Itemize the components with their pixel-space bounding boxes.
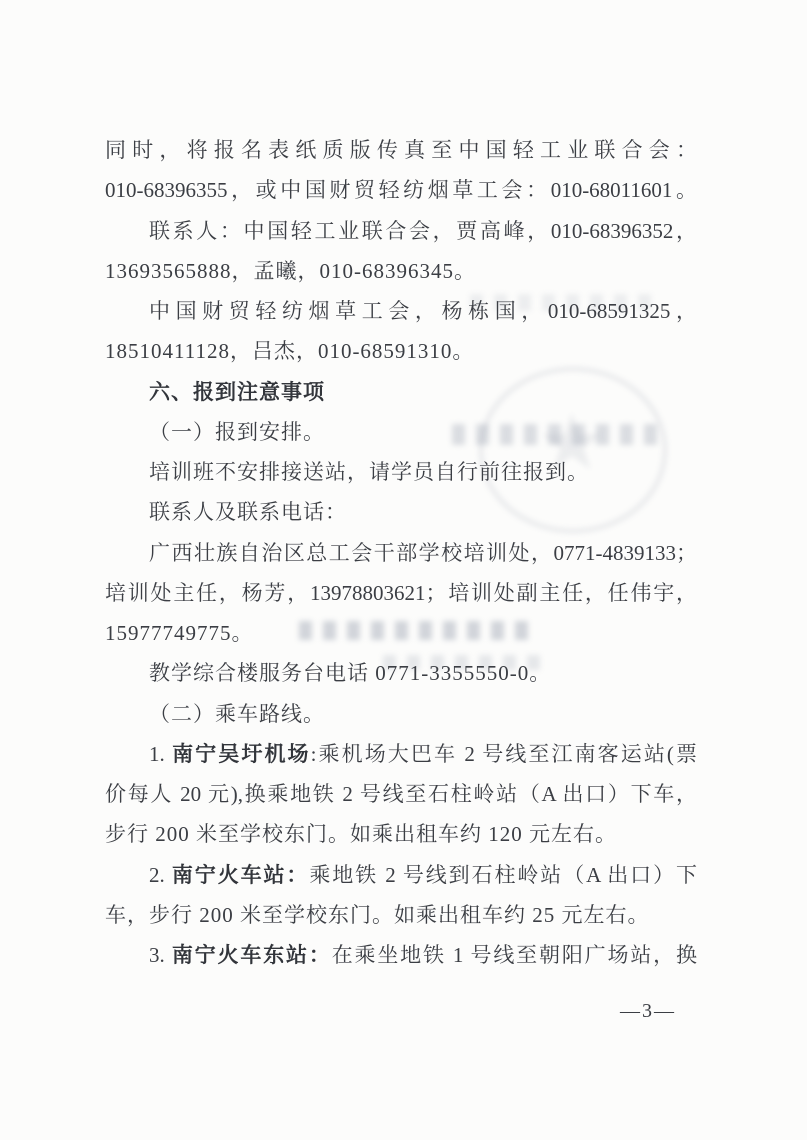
text-line bbox=[105, 814, 697, 854]
text-line bbox=[105, 734, 697, 774]
text-run: 步行 200 米至学校东门。如乘出租车约 120 元左右。 bbox=[105, 822, 617, 847]
text-line bbox=[105, 533, 697, 573]
text-line bbox=[105, 935, 697, 975]
text-run: 3. bbox=[149, 943, 172, 967]
text-line bbox=[105, 251, 697, 291]
text-line bbox=[105, 855, 697, 895]
text-run: （二）乘车路线。 bbox=[149, 701, 325, 726]
text-line bbox=[105, 653, 697, 693]
text-run: 2. bbox=[149, 862, 172, 887]
document-body bbox=[105, 130, 697, 975]
text-run: 13693565888，孟曦，010-68396345。 bbox=[105, 258, 476, 283]
text-run-bold: 南宁火车东站： bbox=[171, 943, 332, 967]
text-line bbox=[105, 170, 697, 210]
text-run: 15977749775。 bbox=[105, 621, 254, 645]
text-run: 培训处主任，杨芳，13978803621；培训处副主任，任伟宇， bbox=[105, 580, 697, 605]
text-line bbox=[105, 452, 697, 492]
text-run: 车，步行 200 米至学校东门。如乘出租车约 25 元左右。 bbox=[105, 902, 650, 927]
seal-star-icon: ★ bbox=[537, 398, 607, 488]
text-line bbox=[105, 895, 697, 935]
text-line bbox=[105, 130, 697, 170]
text-run: 培训班不安排接送站，请学员自行前往报到。 bbox=[149, 460, 589, 484]
text-line bbox=[105, 412, 697, 452]
text-line bbox=[105, 211, 697, 251]
text-line bbox=[105, 573, 697, 613]
text-run: 同时，将报名表纸质版传真至中国轻工业联合会： bbox=[105, 138, 697, 162]
text-run: （一）报到安排。 bbox=[149, 419, 325, 444]
text-line bbox=[105, 774, 697, 814]
text-line bbox=[105, 291, 697, 331]
text-line bbox=[105, 694, 697, 734]
text-run-bold: 六、报到注意事项 bbox=[149, 379, 325, 404]
text-run-bold: 南宁火车站： bbox=[171, 862, 310, 887]
text-run: 联系人：中国轻工业联合会，贾高峰，010-68396352， bbox=[149, 218, 697, 243]
text-run: 18510411128，吕杰，010-68591310。 bbox=[105, 339, 475, 364]
text-run: 中国财贸轻纺烟草工会，杨栋国，010-68591325， bbox=[149, 299, 697, 323]
text-run: 教学综合楼服务台电话 0771-3355550-0。 bbox=[149, 661, 552, 686]
text-line bbox=[105, 492, 697, 532]
text-run: 乘地铁 2 号线到石柱岭站（A 出口）下 bbox=[309, 862, 697, 887]
text-run: 1. bbox=[149, 741, 173, 766]
text-run: 联系人及联系电话： bbox=[149, 500, 347, 525]
text-run: 价每人 20 元),换乘地铁 2 号线至石柱岭站（A 出口）下车， bbox=[105, 782, 697, 806]
text-line bbox=[105, 331, 697, 371]
text-run: :乘机场大巴车 2 号线至江南客运站(票 bbox=[310, 741, 697, 766]
page-number: —3— bbox=[620, 1000, 676, 1022]
text-run: 在乘坐地铁 1 号线至朝阳广场站，换 bbox=[331, 943, 697, 967]
text-run-bold: 南宁吴圩机场 bbox=[172, 741, 311, 766]
text-run: 010-68396355，或中国财贸轻纺烟草工会：010-68011601。 bbox=[105, 178, 697, 203]
text-run: 广西壮族自治区总工会干部学校培训处，0771-4839133； bbox=[149, 540, 697, 565]
text-line bbox=[105, 372, 697, 412]
text-line bbox=[105, 613, 697, 653]
